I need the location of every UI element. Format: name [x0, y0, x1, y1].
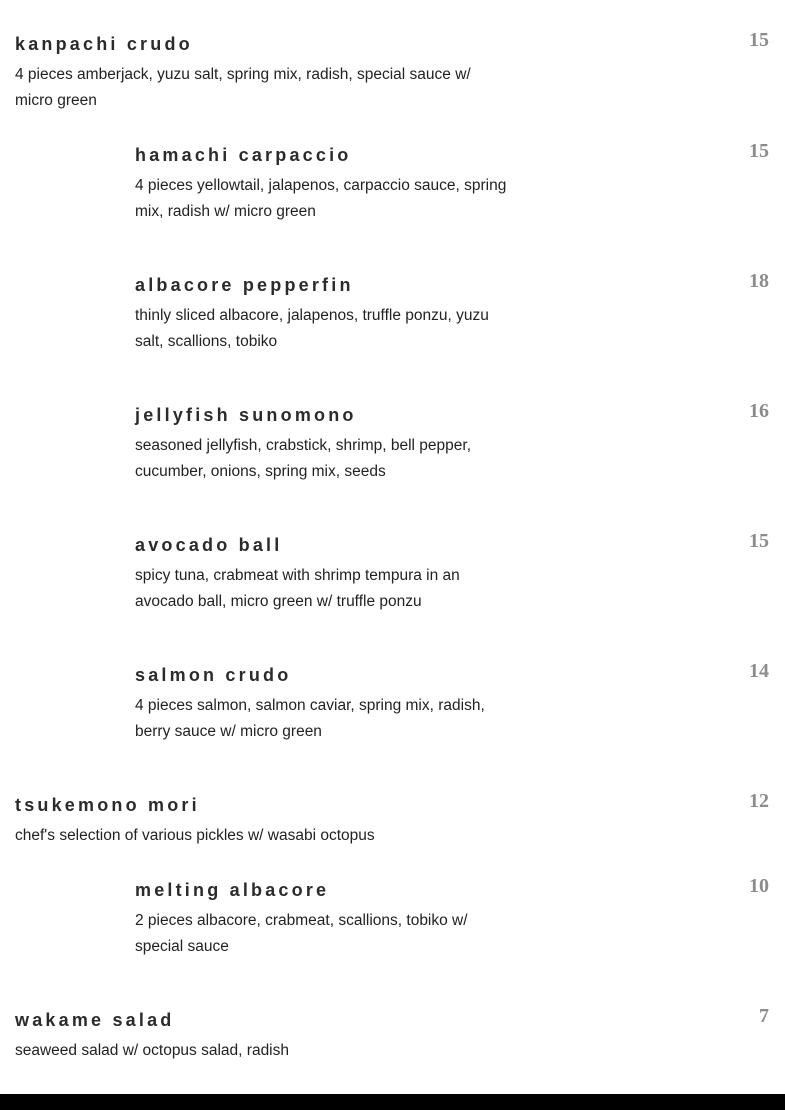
item-name: albacore pepperfin	[135, 275, 354, 295]
item-name: melting albacore	[135, 880, 330, 900]
footer-bar	[0, 1094, 785, 1110]
item-price: 16	[749, 400, 769, 422]
item-name: hamachi carpaccio	[135, 145, 352, 165]
item-price: 15	[749, 29, 769, 51]
item-price: 15	[749, 140, 769, 162]
menu-item-hamachi-carpaccio	[135, 140, 769, 224]
item-name: wakame salad	[15, 1010, 175, 1030]
item-name: avocado ball	[135, 535, 283, 555]
item-price: 18	[749, 270, 769, 292]
item-description: 4 pieces amberjack, yuzu salt, spring mix, radish, special sauce w/ micro green	[15, 66, 471, 109]
item-name: salmon crudo	[135, 665, 292, 685]
menu-item-melting-albacore	[135, 875, 769, 959]
item-price: 7	[759, 1005, 769, 1027]
item-price: 10	[749, 875, 769, 897]
menu-item-tsukemono-mori	[15, 790, 769, 849]
item-name: jellyfish sunomono	[135, 405, 357, 425]
item-description: 4 pieces yellowtail, jalapenos, carpaccio sauce, spring mix, radish w/ micro green	[135, 177, 507, 220]
item-name: tsukemono mori	[15, 795, 200, 815]
menu-item-avocado-ball	[135, 530, 769, 614]
menu-item-salmon-crudo	[135, 660, 769, 744]
item-description: 4 pieces salmon, salmon caviar, spring mix, radish, berry sauce w/ micro green	[135, 697, 485, 740]
item-description: seaweed salad w/ octopus salad, radish	[15, 1042, 289, 1059]
item-price: 14	[749, 660, 769, 682]
item-description: chef's selection of various pickles w/ wasabi octopus	[15, 827, 375, 844]
menu-item-wakame-salad	[15, 1005, 769, 1064]
item-name: kanpachi crudo	[15, 34, 193, 54]
menu-item-kanpachi-crudo	[15, 29, 769, 113]
menu-item-albacore-pepperfin	[135, 270, 769, 354]
item-price: 15	[749, 530, 769, 552]
item-description: spicy tuna, crabmeat with shrimp tempura in an avocado ball, micro green w/ truffle ponzu	[135, 567, 460, 610]
menu-item-jellyfish-sunomono	[135, 400, 769, 484]
item-description: seasoned jellyfish, crabstick, shrimp, bell pepper, cucumber, onions, spring mix, seeds	[135, 437, 471, 480]
item-price: 12	[749, 790, 769, 812]
item-description: thinly sliced albacore, jalapenos, truffle ponzu, yuzu salt, scallions, tobiko	[135, 307, 489, 350]
item-description: 2 pieces albacore, crabmeat, scallions, tobiko w/ special sauce	[135, 912, 468, 955]
